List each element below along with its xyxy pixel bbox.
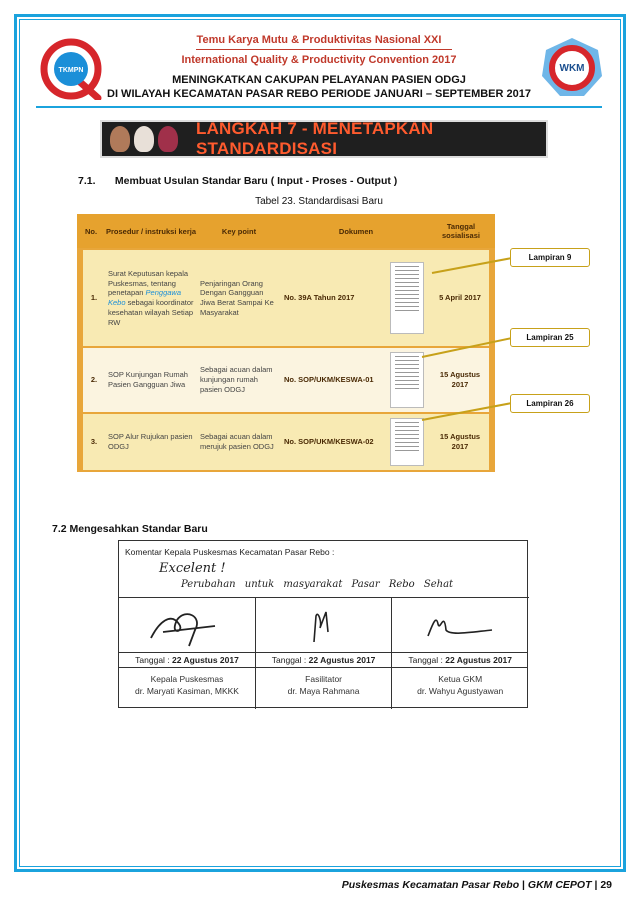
cell-dokumen-text: No. SOP/UKM/KESWA-01 — [284, 375, 374, 385]
col-header-dokumen: Dokumen — [338, 226, 374, 236]
footer-org: Puskesmas Kecamatan Pasar Rebo — [341, 879, 520, 891]
cell-no: 3. — [90, 437, 98, 447]
cell-prosedur: SOP Kunjungan Rumah Pasien Gangguan Jiwa — [108, 370, 188, 389]
signature-column — [256, 598, 393, 709]
cell-prosedur: SOP Alur Rujukan pasien ODGJ — [108, 432, 193, 451]
section-title: Membuat Usulan Standar Baru ( Input - Proses - Output ) — [114, 175, 398, 187]
col-header-no: No. — [84, 226, 98, 236]
comment-label: Komentar Kepala Puskesmas Kecamatan Pasar Rebo : — [125, 547, 335, 557]
footer-team: GKM CEPOT — [527, 879, 592, 891]
header-line-2: International Quality & Productivity Convention 2017 — [181, 54, 457, 66]
logo-left-text: TKMPN — [58, 67, 84, 74]
signature-image — [392, 602, 528, 648]
signer-role: Kepala Puskesmas — [150, 674, 224, 684]
footer-separator: | — [522, 879, 525, 891]
leader-line — [422, 403, 512, 420]
logo-right-text: WKM — [559, 63, 585, 74]
lampiran-label: Lampiran 9 — [510, 248, 590, 267]
cell-tanggal: 15 Agustus 2017 — [439, 432, 481, 451]
signature-column — [119, 598, 256, 709]
signature-date — [392, 652, 528, 668]
handwritten-comment-2: Perubahan untuk masyarakat Pasar Rebo Sehat — [181, 579, 454, 590]
cell-dokumen-text: No. SOP/UKM/KESWA-02 — [284, 437, 374, 447]
leader-line — [432, 258, 512, 273]
tanggal-label: Tanggal : — [135, 655, 170, 665]
signer-name: dr. Wahyu Agustyawan — [417, 686, 504, 696]
cell-keypoint: Penjaringan Orang Dengan Gangguan Jiwa Berat Sampai Ke Masyarakat — [200, 278, 274, 317]
cell-prosedur-highlight: Penggawa Kebo — [108, 288, 181, 307]
page-footer — [342, 879, 612, 891]
signer-name: dr. Maya Rahmana — [287, 686, 360, 696]
signer-role: Ketua GKM — [438, 674, 483, 684]
signature-image — [256, 602, 392, 648]
signer-name: dr. Maryati Kasiman, MKKK — [135, 686, 239, 696]
leader-line — [422, 338, 512, 357]
signature-column — [392, 598, 529, 709]
handwritten-comment-1: Excelent ! — [159, 561, 226, 576]
cell-no: 2. — [90, 375, 98, 385]
page-number: 29 — [600, 879, 612, 891]
signature-date — [256, 652, 392, 668]
section-7-2-heading: 7.2 Mengesahkan Standar Baru — [52, 523, 208, 535]
col-header-keypoint: Key point — [221, 226, 257, 236]
banner-title: LANGKAH 7 - MENETAPKAN STANDARDISASI — [196, 119, 434, 158]
tanggal-label: Tanggal : — [408, 655, 443, 665]
lampiran-label: Lampiran 25 — [510, 328, 590, 347]
header-line-3: MENINGKATKAN CAKUPAN PELAYANAN PASIEN ODGJ — [172, 74, 466, 86]
cell-tanggal: 15 Agustus 2017 — [439, 370, 481, 389]
signature-date — [119, 652, 255, 668]
table-caption: Tabel 23. Standardisasi Baru — [255, 196, 383, 207]
tanggal-value: 22 Agustus 2017 — [308, 655, 376, 665]
cell-keypoint: Sebagai acuan dalam merujuk pasien ODGJ — [200, 432, 274, 451]
tanggal-label: Tanggal : — [271, 655, 307, 665]
signature-row — [119, 597, 529, 709]
col-header-tanggal: Tanggal sosialisasi — [442, 222, 480, 240]
cell-prosedur-c: sebagai koordinator kesehatan wilayah Setiap RW — [108, 298, 194, 327]
cell-keypoint: Sebagai acuan dalam kunjungan rumah pasien ODGJ — [200, 365, 273, 394]
cell-tanggal: 5 April 2017 — [439, 293, 481, 303]
lampiran-label: Lampiran 26 — [510, 394, 590, 413]
cell-dokumen-text: No. 39A Tahun 2017 — [284, 293, 355, 303]
section-number: 7.1. — [78, 175, 96, 187]
tanggal-value: 22 Agustus 2017 — [172, 655, 239, 665]
tanggal-value: 22 Agustus 2017 — [445, 655, 513, 665]
cell-no: 1. — [90, 293, 98, 303]
header-line-4: DI WILAYAH KECAMATAN PASAR REBO PERIODE JANUARI – SEPTEMBER 2017 — [107, 88, 531, 100]
col-header-prosedur: Prosedur / instruksi kerja — [105, 226, 197, 236]
header-line-1: Temu Karya Mutu & Produktivitas Nasional XXI — [196, 34, 442, 46]
footer-separator: | — [594, 879, 598, 891]
signoff-box — [118, 540, 528, 708]
signature-image — [119, 602, 255, 648]
cell-prosedur-a: Surat Keputusan kepala Puskesmas, tentang penetapan — [108, 268, 189, 298]
signer-role: Fasilitator — [305, 674, 343, 684]
